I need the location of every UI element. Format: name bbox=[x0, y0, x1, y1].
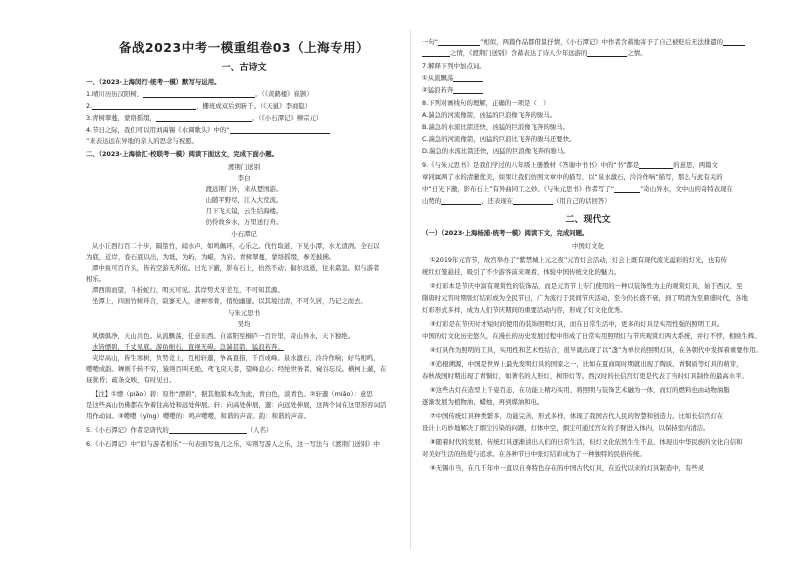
essay-text: 统红灯笼悬挂，吸引了不少游客前来观看，体验中国传统文化的魅力。 bbox=[422, 268, 621, 276]
q6-cont: 之情，《渡荆门送别》含蓄表达了诗人少年远游的 之情。 bbox=[422, 49, 647, 57]
essay-text: ⑥这些古灯在造型上千姿百态，在功能上精巧实用，将照明与装饰艺术融为一体，而灯的燃料也由动物油脂 bbox=[430, 386, 730, 394]
q1-item-4-cont: ”来表达远在异地的亲人的思念与祝愿。 bbox=[86, 137, 198, 145]
q8-option-c[interactable]: C.湍急的河流像箭，凶猛的巨浪比飞奔的骏马还要快。 bbox=[422, 135, 576, 143]
prose2-text: 夹岸高山，皆生寒树，负势竞上，互相轩邈，争高直指，千百成峰。泉水激石，泠泠作响；好鸟相鸣， bbox=[92, 354, 380, 362]
prose2-title: 与朱元思书 bbox=[228, 309, 260, 317]
essay-text: 春秋战国时期出现了青铜灯，如著名的人形灯、树形灯等。西汉时的长信宫灯更是代表了当时灯具制作的最高水平。 bbox=[422, 372, 748, 380]
modern-heading: （一）（2023·上海杨浦·统考一模）阅读下文，完成问题。 bbox=[422, 229, 589, 237]
prose1-text: 坐潭上，四面竹树环合，寂寥无人，凄神寒骨，悄怆幽邃。以其境过清，不可久居，乃记之而去。 bbox=[92, 297, 367, 305]
q2-heading: 二、（2023·上海徐汇·校联考一模）阅读下面这文，完成下面小题。 bbox=[86, 150, 278, 158]
answer-blank[interactable] bbox=[587, 50, 627, 57]
prose1-text: 为底，近岸，卷石底以出，为坻，为屿，为嵁，为岩。青树翠蔓，蒙络摇缀，参差披拂。 bbox=[86, 253, 336, 261]
footnote: 是这些高山仿佛都在争着往高处和远处伸展。轩：向高处伸展，邈：向远处伸展，这两个词在这里形容词活 bbox=[86, 401, 387, 409]
prose1-text: 相乐。 bbox=[86, 275, 106, 283]
answer-blank[interactable] bbox=[453, 87, 483, 94]
poem1-title: 渡荆门送别 bbox=[228, 163, 260, 171]
section-heading-classical: 一、古诗文 bbox=[221, 63, 267, 73]
answer-blank[interactable] bbox=[513, 198, 553, 205]
q1-item-3: 3.青树翠蔓，蒙络摇缀， 。（《小石潭记》柳宗元） bbox=[86, 114, 323, 122]
prose2-author: 吴均 bbox=[237, 320, 251, 328]
q8-option-a[interactable]: A.湍急的河流像箭，凶猛的巨浪像飞奔的骏马。 bbox=[422, 111, 557, 119]
q9-cont: 章同属两了水的清澈优美，如果让我们仿照文章中的描写，以“泉水激石，泠泠作响”描写，那么与此有关的 bbox=[422, 173, 723, 181]
q8: 8.下列对画线句的理解，正确的一项是（ ） bbox=[422, 99, 550, 107]
q8-option-d[interactable]: D.湍急的水流比箭还快，凶猛的巨浪像飞奔的骏马。 bbox=[422, 147, 570, 155]
answer-blank[interactable] bbox=[723, 39, 745, 46]
q6-cont: 一句“ ”相似，两篇作品都借景抒情，《小石潭记》中作者含蓄地寄予了自己被贬后无法排遣的 bbox=[422, 38, 745, 46]
essay-text: 逐渐发展为植物油、蜡烛，再到煤油和电。 bbox=[422, 398, 544, 406]
q1-item-4: 4.节日之际，我们可以用刘禹锡《水调歌头》中的“ bbox=[86, 126, 330, 134]
essay-text: 隋唐时元宵时期张灯结彩成为全民节日，广为流行于民间节庆活动，至今仍长盛不衰，到了明清为至鼎盛时代，各地 bbox=[422, 294, 748, 302]
q9-cont: 中“日光下澈，影布石上”有异曲同工之妙。《与朱元思书》作者写了“ ”奇山异水，文中山的奇特表现在 bbox=[422, 185, 733, 193]
answer-blank[interactable] bbox=[169, 427, 247, 434]
answer-blank[interactable] bbox=[92, 103, 196, 110]
essay-text: 灯彩形式多样，成为人们节庆期间的重要活动内容，形成了灯文化优秀。 bbox=[422, 306, 627, 314]
poem1-author: 李白 bbox=[237, 174, 251, 182]
q6: 6.《小石潭记》中“似与游者相乐”一句表面写鱼儿之乐，实则写游人之乐，这一写法与《渡荆门送别》中 bbox=[86, 440, 380, 448]
q1-heading: 一、（2023·上海闵行·统考一模）默写与运用。 bbox=[86, 78, 221, 86]
answer-blank[interactable] bbox=[614, 186, 640, 193]
prose2-text: 嘤嘤成韵。蝉则千转不穷，猿则百叫无绝。鸢飞戾天者，望峰息心；经纶世务者，窥谷忘反。横柯上蔽，在 bbox=[86, 365, 387, 373]
answer-blank[interactable] bbox=[441, 198, 481, 205]
q7: 7.解释下列中加点词。 bbox=[422, 62, 486, 70]
answer-blank[interactable] bbox=[639, 162, 673, 169]
essay-text: ⑧随着时代的发展，传统灯具逐渐淡出人们的日常生活，但灯文化依然生生不息，体现出中华民族的文化自信和 bbox=[430, 438, 743, 446]
essay-text: ⑦中国传统灯具种类繁多，功能完善，形式多样，体现了我国古代人民的智慧和创造力。比如长信宫灯在 bbox=[430, 412, 724, 420]
q9: 9.《与朱元思书》是我们学过的八年级上册教材《答谢中书书》中的“书”都是 的意思，两篇文 bbox=[422, 161, 718, 169]
poem1-line: 仍怜故乡水，万里送行舟。 bbox=[205, 218, 283, 226]
page-title: 备战2023中考一模重组卷03（上海专用） bbox=[118, 40, 370, 55]
prose2-text: 水皆缥碧，千丈见底。游鱼细石，直视无碍。急湍甚箭，猛浪若奔。 bbox=[92, 343, 284, 351]
prose1-title: 小石潭记 bbox=[231, 230, 257, 238]
prose1-text: 潭中鱼可百许头，皆若空游无所依。日光下澈，影布石上，佁然不动；俶尔远逝，往来翕忽。似与游者 bbox=[92, 264, 380, 272]
answer-blank[interactable] bbox=[143, 91, 255, 98]
prose2-text: 昼犹昏；疏条交映，有时见日。 bbox=[86, 376, 176, 384]
essay-text: ①2019年元宵节，故宫举办了“紫禁城上元之夜”元宵灯会活动，灯会上既有现代流光溢彩的灯光，也有传 bbox=[430, 256, 728, 264]
essay-text: 对美好生活的热爱与追求。在各种节日中张灯结彩成为了一种独特的民俗传统。 bbox=[422, 450, 646, 458]
column-divider bbox=[410, 30, 411, 550]
answer-blank[interactable] bbox=[230, 127, 330, 134]
prose2-text: 风烟俱净，天山共色。从流飘荡，任意东西。自富阳至桐庐一百许里，奇山异水，天下独绝。 bbox=[92, 332, 355, 340]
section-heading-modern: 二、现代文 bbox=[565, 215, 611, 225]
poem1-line: 渡远荆门外，来从楚国游。 bbox=[205, 185, 283, 193]
q5: 5.《小石潭记》作者是唐代的 （人名） bbox=[86, 426, 273, 434]
prose1-text: 从小丘西行百二十步，隔篁竹，闻水声，如鸣佩环，心乐之。伐竹取道，下见小潭，水尤清洌。全石以 bbox=[92, 242, 380, 250]
footnote: 【注】①缥（piǎo）碧：原作“漂碧”，据其他版本改为此，青白色，淡青色。②轩邈（miǎo）：意思 bbox=[92, 390, 373, 398]
answer-blank[interactable] bbox=[156, 115, 252, 122]
essay-text: ③灯彩是在节庆时才短时间使用的装饰照明灯具，而在日常生活中，更多的灯具是实用性强的照明工具。 bbox=[430, 320, 724, 328]
footnote: 用作动词。③嘤嘤（yīng）嘤嘤的：鸣声嘤嘤，和谐的声音。韵：和谐的声音。 bbox=[86, 412, 310, 420]
essay-text: ④灯具作为照明的工具，实用性和艺术性结合，很早就出现了以“盏”为单位的照明灯具，在各朝代中发挥着重要作用。 bbox=[430, 346, 762, 354]
poem1-line: 月下飞天镜，云生结海楼。 bbox=[205, 207, 283, 215]
essay-title: 中国灯文化 bbox=[572, 242, 604, 250]
q7-item-1: ①从流飘荡 bbox=[422, 74, 483, 82]
answer-blank[interactable] bbox=[453, 75, 483, 82]
essay-text: 中国的灯文化历史悠久，在漫长的历史发展过程中形成了日常实用照明灯与节庆观赏灯两大系统，并行不悖，相映生辉。 bbox=[422, 332, 761, 340]
essay-text: ②灯彩本是节庆中富有观赏性的装饰品，而是元宵节上专门使用的一种以装饰性为主的观赏灯具，始于西汉，至 bbox=[430, 282, 743, 290]
poem1-line: 山随平野尽，江入大荒流。 bbox=[205, 196, 283, 204]
answer-blank[interactable] bbox=[438, 39, 480, 46]
essay-text: 设计上巧妙地解决了烟尘污染的问题，灯体中空，烟尘可通过宫女的手臂进入体内，以保持室内清洁。 bbox=[422, 424, 710, 432]
q8-option-b[interactable]: B.湍急的水流比箭还快，凶猛的巨浪像飞奔的骏马。 bbox=[422, 123, 570, 131]
q1-item-1: 1.晴川历历汉阳树， 。（《黄鹤楼》崔颢） bbox=[86, 90, 313, 98]
prose1-text: 潭西南而望，斗折蛇行，明灭可见。其岸势犬牙差互，不可知其源。 bbox=[92, 286, 284, 294]
essay-text: ⑤追根溯源，中国是世界上最先发明灯具的国家之一，比如在夏商周时期就出现了陶质、青铜质等灯具的萌芽， bbox=[430, 360, 743, 368]
q7-item-2: ②猛浪若奔 bbox=[422, 86, 483, 94]
answer-blank[interactable] bbox=[422, 50, 450, 57]
essay-text: ⑨无锡市当，在几千年中一直以自身特色存在的中国古代灯具，在近代以来的灯具制造中，有些灵 bbox=[430, 464, 705, 472]
q9-cont: 山势的 ，还表现在 （用自己的话回答） bbox=[422, 197, 611, 205]
q1-item-2: 2. ，栅班成双后到斩千。（《天鼠》李商隐） bbox=[86, 102, 312, 110]
